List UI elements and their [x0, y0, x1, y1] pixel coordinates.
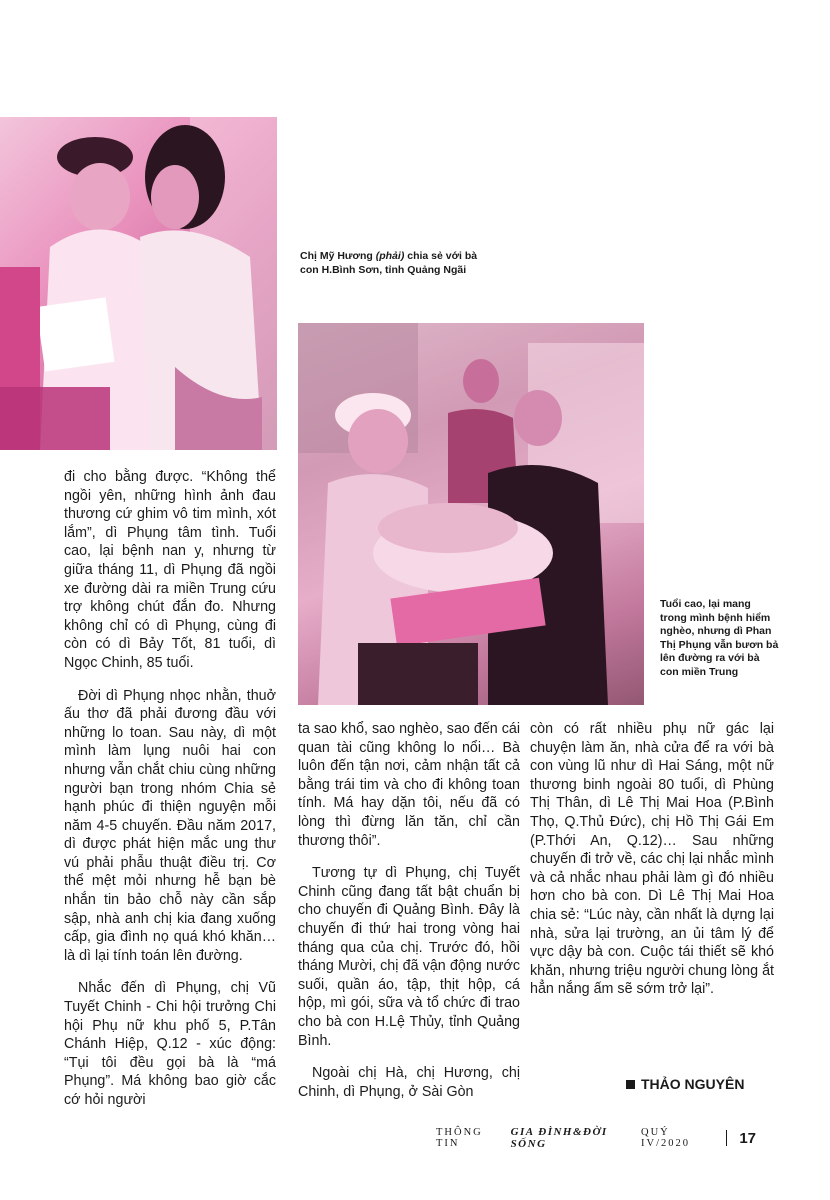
caption-1-note: (phải): [375, 250, 405, 262]
photo-caption-2: Tuổi cao, lại mang trong mình bệnh hiểm nghèo, nhưng dì Phan Thị Phụng vẫn bươn bả lên đường ra với bà con miền Trung: [660, 598, 779, 678]
paragraph: Ngoài chị Hà, chị Hương, chị Chinh, dì Phụng, ở Sài Gòn: [298, 1065, 520, 1100]
author-byline: [626, 1076, 744, 1092]
footer-prefix: THÔNG TIN: [436, 1127, 483, 1149]
paragraph: Nhắc đến dì Phụng, chị Vũ Tuyết Chinh - Chi hội trưởng Chi hội Phụ nữ khu phố 5, P.Tân Chánh Hiệp, Q.12 - xúc động: “Tụi tôi đều gọi bà là “má Phụng”. Má không bao giờ cắc cớ hỏi người: [64, 980, 276, 1108]
photo-volunteers-sharing: [0, 117, 277, 450]
page-number: 17: [739, 1129, 756, 1147]
article-column-3: [530, 720, 774, 1013]
caption-1-name: Chị Mỹ Hương: [300, 250, 376, 262]
footer-divider: [726, 1130, 727, 1146]
caption-1-rest: chia sẻ với bà con H.Bình Sơn, tỉnh Quảng Ngãi: [300, 250, 478, 276]
paragraph: còn có rất nhiều phụ nữ gác lại chuyện làm ăn, nhà cửa để ra với bà con vùng lũ như dì Hai Sáng, một nữ thương binh ngoài 80 tuổi, dì Phùng Thị Thân, dì Lê Thị Mai Hoa (P.Bình Thọ, Q.Thủ Đức), chị Hồ Thị Gái Em (P.Thới An, Q.12)… Sau những chuyến đi trở về, các chị lại nhắc mình và cả nhắc nhau phải làm gì đó nhiều hơn cho bà con. Dì Lê Thị Mai Hoa chia sẻ: “Lúc này, cần nhất là dựng lại nhà, sửa lại trường, an ủi tâm lý để vực dậy bà con. Cuộc tái thiết sẽ khó khăn, nhưng triệu người chung lòng ắt hẳn nắng ấm sẽ sớm trở lại”.: [530, 721, 774, 998]
paragraph: Đời dì Phụng nhọc nhằn, thuở ấu thơ đã phải đương đầu với những lo toan. Sau này, dì một mình làm lụng nuôi hai con nhưng vẫn chắt chiu cùng những người bạn trong nhóm Chia sẻ hạnh phúc đi thiện nguyện mỗi năm 4-5 chuyến. Đầu năm 2017, dì được phát hiện mắc ung thư vú phải phẫu thuật điều trị. Cơ thể mệt mỏi nhưng hễ bạn bè nhắn tin bảo chỗ này cần sắp sập, nhà anh chị kia đang xuống cấp, gia đình nọ quá khó khăn… là dì lại tính toán lên đường.: [64, 687, 276, 964]
square-bullet-icon: [626, 1080, 635, 1089]
photo-caption-1: [300, 250, 490, 277]
paragraph: ta sao khổ, sao nghèo, sao đến cái quan tài cũng không lo nổi… Bà luôn đến tận nơi, cảm nhận tất cả bằng trái tim và cho đi không toan tính. Má hay dặn tôi, nếu đã có lòng thì đừng lăn tăn, chỉ cần thương thôi”.: [298, 721, 520, 849]
article-column-1: [64, 468, 276, 1124]
footer-issue: QUÝ IV/2020: [641, 1127, 690, 1149]
article-column-2: [298, 720, 520, 1115]
paragraph: đi cho bằng được. “Không thể ngồi yên, những hình ảnh đau thương cứ ghim vô tim mình, xót lắm”, dì Phụng tâm tình. Tuổi cao, lại bệnh nan y, nhưng từ giữa tháng 11, dì Phụng đã ngồi xe đường dài ra miền Trung cứu trợ không chút đắn đo. Nhưng không chỉ có dì Phụng, cùng đi còn có dì Bảy Tốt, 81 tuổi, dì Ngọc Chinh, 85 tuổi.: [64, 469, 276, 671]
footer-magazine-name: GIA ĐÌNH&ĐỜI SỐNG: [510, 1126, 608, 1150]
photo-elderly-volunteer-carrying-blankets: [298, 323, 644, 705]
page-footer: [436, 1128, 756, 1148]
paragraph: Tương tự dì Phụng, chị Tuyết Chinh cũng đang tất bật chuẩn bị cho chuyến đi Quảng Bình. Đây là chuyến đi thứ hai trong vòng hai tháng qua của chị. Trước đó, hồi tháng Mười, chị đã vận động nước suối, quần áo, tập, thịt hộp, cá hộp, mì gói, sữa và tổ chức đi trao cho bà con H.Lệ Thủy, tỉnh Quảng Bình.: [298, 865, 520, 1049]
author-name: THẢO NGUYÊN: [641, 1076, 745, 1092]
